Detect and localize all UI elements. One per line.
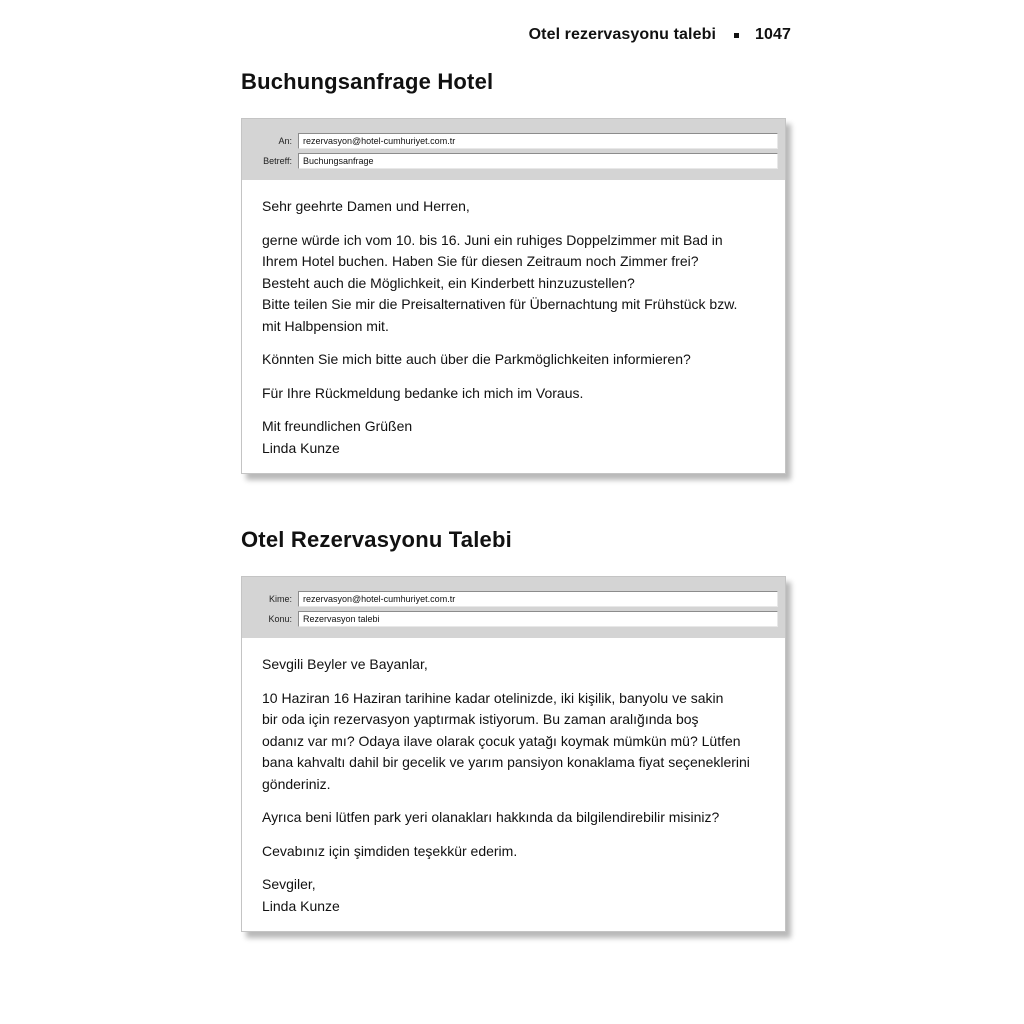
german-paragraph-request: gerne würde ich vom 10. bis 16. Juni ein ruhiges Doppelzimmer mit Bad in Ihrem Hotel buchen. Haben Sie für diesen Zeitraum noch Zimmer frei? Besteht auch die Möglichkeit, ein Kinderbett hinzuzustellen? Bitte teilen Sie mir die Preisalternativen für Übernachtung mit Frühstück bzw. mit Halbpension mit. (262, 231, 738, 334)
german-to-row (248, 131, 779, 151)
german-signature: Mit freundlichen Grüßen Linda Kunze (262, 418, 413, 456)
turkish-to-field[interactable]: rezervasyon@hotel-cumhuriyet.com.tr (298, 591, 778, 607)
turkish-signature: Sevgiler, Linda Kunze (262, 876, 340, 914)
turkish-subject-field[interactable]: Rezervasyon talebi (298, 611, 778, 627)
running-head (529, 26, 791, 44)
running-head-title: Otel rezervasyonu talebi (528, 26, 716, 43)
turkish-section-title: Otel Rezervasyonu Talebi (241, 527, 512, 552)
turkish-subject-row (248, 609, 779, 629)
german-email-header (242, 119, 785, 180)
german-paragraph-parking: Könnten Sie mich bitte auch über die Parkmöglichkeiten informieren? (262, 351, 691, 367)
turkish-paragraph-parking: Ayrıca beni lütfen park yeri olanakları hakkında da bilgilendirebilir misiniz? (262, 809, 720, 825)
turkish-email-header (242, 577, 785, 638)
turkish-paragraph-request: 10 Haziran 16 Haziran tarihine kadar otelinizde, iki kişilik, banyolu ve sakin bir oda için rezervasyon yaptırmak istiyorum. Bu zaman aralığında boş odanız var mı? Odaya ilave olarak çocuk yatağı koymak mümkün mü? Lütfen bana kahvaltı dahil bir gecelik ve yarım pansiyon konaklama fiyat seçeneklerini gönderiniz. (262, 689, 750, 792)
german-subject-field[interactable]: Buchungsanfrage (298, 153, 778, 169)
square-bullet-icon (734, 33, 739, 38)
german-email (241, 118, 786, 474)
page-number: 1047 (755, 26, 791, 43)
german-subject-row (248, 151, 779, 171)
turkish-subject-label: Konu: (268, 614, 292, 624)
german-email-body (242, 180, 785, 473)
turkish-paragraph-thanks: Cevabınız için şimdiden teşekkür ederim. (262, 842, 518, 859)
turkish-email-body (242, 638, 785, 931)
german-paragraph-thanks: Für Ihre Rückmeldung bedanke ich mich im Voraus. (262, 384, 584, 401)
german-section-title: Buchungsanfrage Hotel (241, 69, 494, 94)
german-subject-label: Betreff: (263, 156, 292, 166)
german-to-field[interactable]: rezervasyon@hotel-cumhuriyet.com.tr (298, 133, 778, 149)
turkish-email (241, 576, 786, 932)
turkish-greeting: Sevgili Beyler ve Bayanlar, (262, 656, 428, 672)
german-greeting: Sehr geehrte Damen und Herren, (262, 198, 470, 214)
german-to-label: An: (278, 136, 292, 146)
turkish-to-row (248, 589, 779, 609)
turkish-to-label: Kime: (268, 594, 292, 604)
